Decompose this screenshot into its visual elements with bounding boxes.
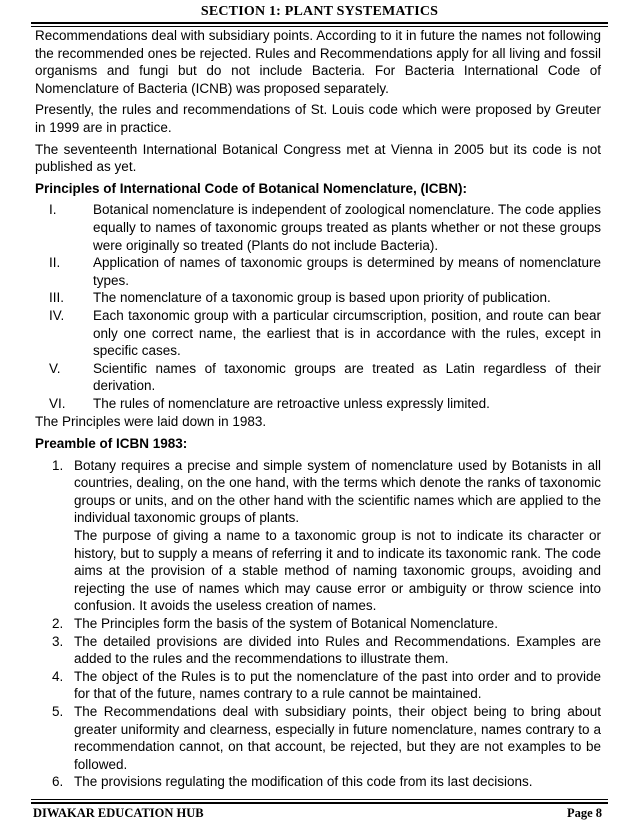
list-item-number: 2. (52, 616, 64, 631)
footer-page-number: Page 8 (566, 806, 602, 820)
header-rule-thick (31, 22, 608, 24)
list-item (35, 457, 601, 615)
list-item (35, 307, 601, 360)
list-item (35, 395, 601, 413)
list-item (35, 633, 601, 668)
list-item-number: II. (49, 255, 61, 271)
list-item-text: The rules of nomenclature are retroactive unless expressly limited. (93, 395, 490, 411)
list-item-text: Each taxonomic group with a particular circumscription, position, and route can bear only one correct name, the earliest that is in accordance with the rules, except in specific cases. (93, 307, 601, 359)
list-item (35, 289, 601, 307)
list-item-number: 3. (52, 633, 64, 649)
list-item (35, 615, 601, 633)
list-item-text: The provisions regulating the modification of this code from its last decisions. (74, 774, 533, 790)
list-item-number: 1. (52, 457, 64, 473)
preamble-heading: Preamble of ICBN 1983: (35, 436, 188, 452)
page-header-title: SECTION 1: PLANT SYSTEMATICS (200, 4, 439, 19)
list-item-number: 4. (52, 668, 64, 684)
list-item-subparagraph: The purpose of giving a name to a taxonomic group is not to indicate its character or history, but to supply a means of referring it and to indicate its taxonomic rank. The code aims at the provision of a stable method of naming taxonomic groups, avoiding and rejecting the use of names which may cause error or ambiguity or throw science into confusion. It avoids the useless creation of names. (74, 528, 601, 614)
list-item-number: 6. (52, 774, 64, 790)
list-item-number: IV. (49, 307, 65, 323)
list-item-number: III. (49, 290, 65, 306)
principles-heading: Principles of International Code of Botanical Nomenclature, (ICBN): (35, 180, 468, 196)
list-item (35, 360, 601, 395)
footer-rule-thick (31, 802, 608, 804)
list-item (35, 773, 601, 791)
list-item-text: The detailed provisions are divided into Rules and Recommendations. Examples are added to the rules and the recommendations to illustrate them. (74, 633, 601, 667)
page-content (35, 27, 601, 792)
list-item-text: The Principles form the basis of the system of Botanical Nomenclature. (74, 616, 498, 631)
list-item-text: The Recommendations deal with subsidiary points, their object being to bring about greater uniformity and clearness, especially in future nomenclature, names contrary to a recommendation cannot, on that account, be rejected, but they are not examples to be followed. (74, 703, 601, 772)
intro-paragraph-1: Recommendations deal with subsidiary points. According to it in future the names not following the recommended ones be rejected. Rules and Recommendations apply for all living and fossil organisms and fungi but do not include Bacteria. For Bacteria International Code of Nomenclature of Bacteria (ICNB) was proposed separately. (35, 28, 601, 96)
principles-list (35, 201, 601, 412)
list-item-text: Scientific names of taxonomic groups are treated as Latin regardless of their derivation. (93, 360, 601, 394)
list-item-number: V. (49, 360, 61, 376)
footer-publisher: DIWAKAR EDUCATION HUB (33, 806, 204, 820)
list-item-number: I. (49, 202, 57, 218)
intro-paragraph-2: Presently, the rules and recommendations of St. Louis code which were proposed by Greuter in 1999 are in practice. (35, 102, 601, 135)
preamble-list (35, 457, 601, 791)
list-item-number: 5. (52, 703, 64, 719)
footer-rule-thin (31, 799, 608, 800)
list-item-text: Botany requires a precise and simple system of nomenclature used by Botanists in all countries, dealing, on the one hand, with the terms which denote the ranks of taxonomic groups or units, and on the other hand with the scientific names which are applied to the individual taxonomic groups of plants. (74, 457, 601, 526)
list-item (35, 201, 601, 254)
list-item-text: Application of names of taxonomic groups is determined by means of nomenclature types. (93, 255, 601, 288)
list-item-text: Botanical nomenclature is independent of zoological nomenclature. The code applies equally to names of taxonomic groups treated as plants whether or not these groups were originally so treated (Plants do not include Bacteria). (93, 202, 601, 253)
intro-paragraph-3: The seventeenth International Botanical Congress met at Vienna in 2005 but its code is not published as yet. (35, 141, 601, 175)
list-item (35, 668, 601, 703)
list-item-text: The nomenclature of a taxonomic group is based upon priority of publication. (93, 290, 551, 306)
principles-closing: The Principles were laid down in 1983. (35, 414, 267, 430)
list-item-number: VI. (49, 395, 66, 411)
list-item (35, 254, 601, 289)
list-item (35, 703, 601, 773)
list-item-text: The object of the Rules is to put the nomenclature of the past into order and to provide for that of the future, names contrary to a rule cannot be maintained. (74, 668, 601, 702)
